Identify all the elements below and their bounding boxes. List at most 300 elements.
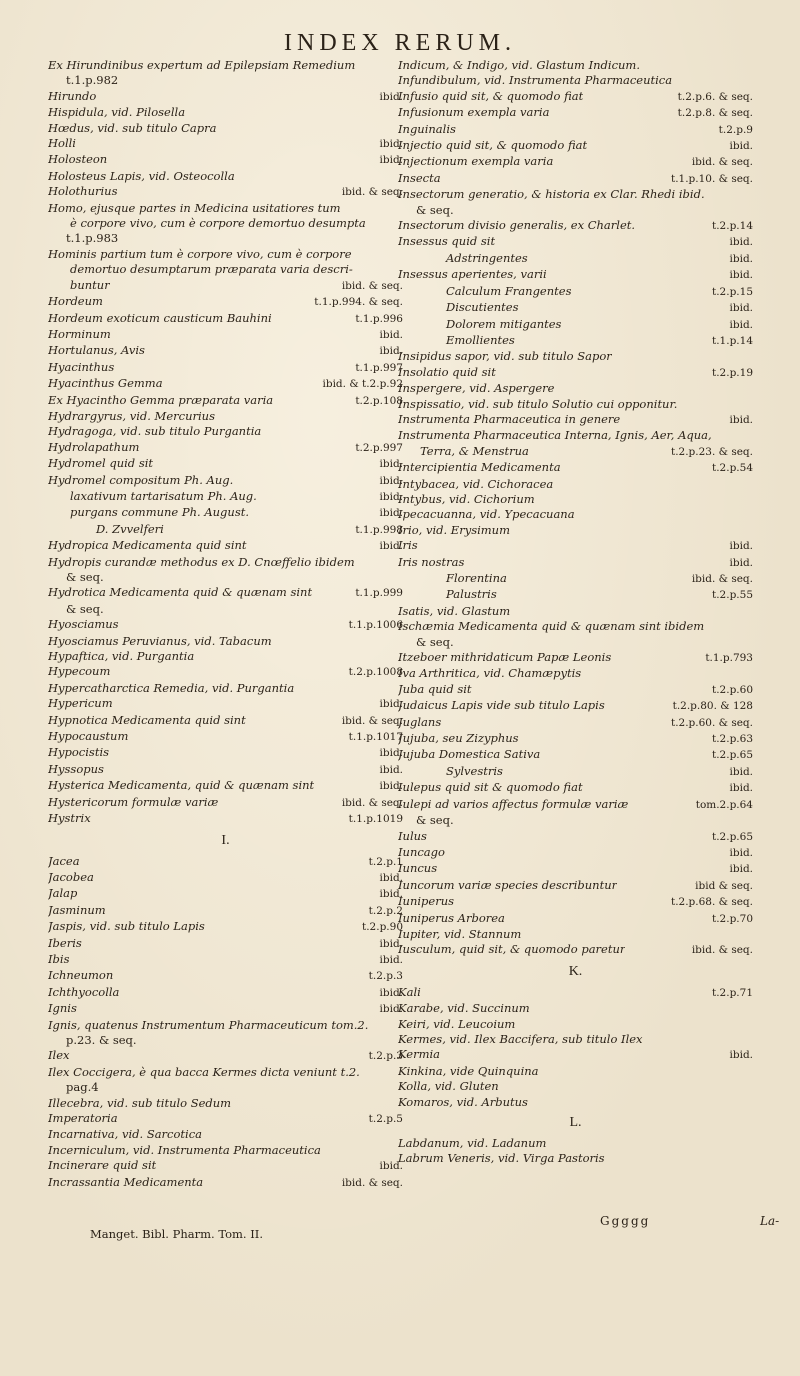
index-entry [398, 105, 753, 121]
entry-term: Indicum, & Indigo, vid. Glastum Indicum. [398, 58, 640, 72]
index-entry [398, 507, 753, 522]
index-entry [48, 121, 403, 136]
entry-reference: ibid. [379, 698, 403, 711]
entry-reference: ibid. [379, 90, 403, 103]
entry-term: Incrassantia Medicamenta [48, 1174, 204, 1189]
entry-term: Ichthyocolla [48, 984, 120, 999]
entry-term: Emollientes [446, 332, 515, 347]
entry-term: Instrumenta Pharmaceutica Interna, Ignis, Aer, Aqua, [398, 428, 712, 443]
entry-term: p.23. & seq. [66, 1032, 137, 1047]
entry-term: Florentina [446, 571, 507, 585]
index-entry [48, 713, 403, 729]
entry-reference: ibid. [379, 937, 403, 950]
index-entry [48, 585, 403, 601]
index-entry [48, 745, 403, 761]
index-entry [48, 1080, 403, 1095]
index-entry [48, 73, 403, 88]
entry-reference: ibid. [379, 154, 403, 167]
entry-term: Infundibulum, vid. Instrumenta Pharmaceutica [398, 73, 673, 88]
entry-reference: ibid. [729, 269, 753, 282]
entry-reference: ibid. [379, 986, 403, 999]
index-entry [398, 365, 753, 381]
entry-term: Instrumenta Pharmaceutica in genere [398, 411, 621, 426]
index-entry [48, 1033, 403, 1048]
entry-term: & seq. [66, 601, 104, 616]
entry-term: Discutientes [446, 300, 519, 315]
entry-term: & seq. [416, 634, 454, 649]
index-entry [48, 664, 403, 680]
index-entry [48, 617, 403, 633]
entry-term: Iulepi ad varios affectus formulæ variæ [398, 796, 629, 811]
entry-term: Hydrotica Medicamenta quid & quænam sint [48, 585, 313, 600]
entry-reference: t.1.p.996 [355, 312, 403, 325]
entry-reference: ibid. [379, 540, 403, 553]
index-entry [48, 903, 403, 919]
index-entry [398, 1017, 753, 1032]
entry-term: Calculum Frangentes [446, 283, 572, 298]
entry-reference: ibid. [379, 747, 403, 760]
entry-reference: t.2.p.108 [355, 394, 403, 407]
entry-term: Hispidula, vid. Pilosella [48, 105, 186, 120]
index-entry [48, 440, 403, 456]
index-entry [48, 778, 403, 794]
entry-term: Iuniperus [398, 894, 455, 909]
index-entry [48, 360, 403, 376]
entry-term: Hydromel compositum Ph. Aug. [48, 472, 234, 487]
entry-term: Irio, vid. Erysimum [398, 522, 510, 537]
entry-term: Hypocaustum [48, 729, 129, 744]
index-entry [48, 1127, 403, 1142]
index-entry [48, 649, 403, 664]
entry-reference: t.1.p.998 [355, 523, 403, 536]
entry-term: Kali [398, 984, 421, 999]
entry-reference: ibid. [729, 556, 753, 569]
index-entry [48, 409, 403, 424]
entry-term: Intybacea, vid. Cichoracea [398, 476, 554, 491]
entry-reference: t.2.p.60. & seq. [670, 716, 753, 729]
entry-reference: ibid. [379, 474, 403, 487]
entry-term: Iupiter, vid. Stannum [398, 926, 522, 941]
index-entry [398, 538, 753, 554]
index-entry [48, 729, 403, 745]
entry-reference: t.2.p.19 [712, 366, 753, 379]
catchword: La- [760, 1214, 780, 1228]
entry-term: Hypercatharctica Remedia, vid. Purgantia [48, 680, 295, 695]
entry-term: Horminum [48, 326, 111, 341]
index-entry [48, 985, 403, 1001]
entry-term: & seq. [66, 570, 104, 584]
footer-imprint: Manget. Bibl. Pharm. Tom. II. [90, 1227, 263, 1241]
index-entry [48, 1111, 403, 1127]
index-entry [398, 1151, 753, 1166]
signature-mark: Ggggg [600, 1214, 651, 1228]
index-entry [398, 381, 753, 396]
index-entry [398, 985, 753, 1001]
index-entry [48, 327, 403, 343]
entry-term: Ichneumon [48, 968, 114, 983]
entry-term: Iris [398, 538, 418, 553]
index-entry [398, 780, 753, 796]
index-entry [398, 397, 753, 412]
entry-reference: tom.2.p.64 [695, 798, 753, 811]
entry-reference: t.2.p.14 [712, 220, 753, 233]
entry-reference: t.2.p.55 [712, 589, 753, 602]
entry-term: Insolatio quid sit [398, 364, 496, 379]
index-entry [48, 854, 403, 870]
index-entry [398, 797, 753, 813]
entry-term: Inspissatio, vid. sub titulo Solutio cui opponitur. [398, 396, 678, 411]
entry-reference: t.2.p.2 [368, 904, 403, 917]
entry-reference: ibid. [379, 1003, 403, 1016]
entry-reference: t.2.p.997 [355, 441, 403, 454]
entry-term: Ignis [48, 1001, 77, 1016]
index-entry [398, 555, 753, 571]
index-entry [398, 604, 753, 619]
entry-term: Holothurius [48, 184, 118, 199]
entry-reference: t.2.p.1 [368, 855, 403, 868]
entry-reference: t.2.p.54 [712, 462, 753, 475]
entry-reference: t.2.p.63 [712, 733, 753, 746]
index-entry [398, 698, 753, 714]
index-entry [398, 171, 753, 187]
index-entry [48, 870, 403, 886]
index-entry [48, 184, 403, 200]
entry-reference: t.1.p.1017 [348, 731, 403, 744]
entry-term: Hydrolapathum [48, 439, 140, 454]
entry-reference: ibid. [379, 490, 403, 503]
entry-reference: ibid. [379, 345, 403, 358]
entry-term: Hystericorum formulæ variæ [48, 794, 219, 809]
entry-term: Infusionum exempla varia [398, 105, 550, 120]
entry-term: Iberis [48, 935, 82, 950]
entry-term: Iusculum, quid sit, & quomodo paretur [398, 942, 626, 957]
entry-reference: ibid. & seq. [691, 573, 753, 585]
entry-term: Iuncus [398, 861, 438, 876]
index-entry [48, 105, 403, 120]
index-entry [48, 247, 403, 262]
entry-reference: ibid. [729, 236, 753, 249]
entry-term: Inguinalis [398, 121, 456, 136]
entry-term: Ibis [48, 951, 70, 966]
entry-term: Hœdus, vid. sub titulo Capra [48, 120, 217, 135]
index-entry [48, 886, 403, 902]
index-entry [48, 89, 403, 105]
entry-reference: ibid. [379, 507, 403, 520]
entry-term: Ischæmia Medicamenta quid & quænam sint ibidem [398, 619, 705, 634]
index-entry [48, 1096, 403, 1111]
entry-reference: ibid. [729, 540, 753, 553]
index-entry [398, 428, 753, 443]
entry-term: Labdanum, vid. Ladanum [398, 1136, 547, 1150]
entry-term: Hydragoga, vid. sub titulo Purgantia [48, 424, 262, 439]
index-entry [398, 666, 753, 681]
entry-term: purgans commune Ph. August. [70, 505, 250, 520]
index-entry [398, 635, 753, 650]
index-entry [48, 136, 403, 152]
entry-term: Iuncorum variæ species describuntur [398, 877, 618, 892]
entry-term: buntur [70, 277, 110, 292]
entry-term: Jujuba, seu Zizyphus [398, 731, 519, 746]
index-entry [398, 218, 753, 234]
index-entry [48, 696, 403, 712]
entry-term: Itzeboer mithridaticum Papæ Leonis [398, 650, 612, 665]
index-entry [48, 376, 403, 392]
entry-term: Keiri, vid. Leucoium [398, 1016, 516, 1031]
index-entry [398, 861, 753, 877]
index-entry [48, 231, 403, 246]
entry-reference: ibid. [729, 413, 753, 426]
entry-term: Kolla, vid. Gluten [398, 1079, 499, 1094]
entry-term: Jacobea [48, 869, 94, 884]
index-entry [398, 894, 753, 910]
entry-term: Hominis partium tum è corpore vivo, cum è corpore [48, 246, 352, 261]
entry-reference: ibid. [379, 1160, 403, 1173]
index-entry [398, 927, 753, 942]
entry-reference: t.2.p.90 [362, 921, 403, 934]
entry-reference: ibid. [729, 863, 753, 876]
index-entry [398, 1095, 753, 1110]
entry-reference: t.1.p.10. & seq. [670, 172, 753, 185]
entry-term: Iva Arthritica, vid. Chamæpytis [398, 666, 582, 681]
entry-term: Insecta [398, 170, 441, 185]
entry-reference: ibid. [379, 138, 403, 151]
entry-reference: ibid. & seq. [341, 796, 403, 809]
entry-term: Homo, ejusque partes in Medicina usitatiores tum [48, 200, 341, 215]
entry-term: Dolorem mitigantes [446, 316, 562, 331]
entry-term: Hyosciamus [48, 617, 119, 632]
index-entry [398, 587, 753, 603]
entry-reference: ibid. [729, 765, 753, 778]
left-column [48, 58, 403, 1191]
entry-term: Juglans [398, 714, 442, 729]
entry-reference: t.1.p.997 [355, 361, 403, 374]
entry-reference: t.1.p.1006 [348, 619, 403, 632]
index-entry [398, 829, 753, 845]
entry-reference: t.1.p.1019 [348, 813, 403, 826]
entry-term: Terra, & Menstrua [420, 443, 529, 458]
index-entry [398, 731, 753, 747]
index-entry [398, 1136, 753, 1151]
entry-term: è corpore vivo, cum è corpore demortuo desumpta [70, 216, 366, 231]
index-entry [398, 73, 753, 88]
entry-term: Hydrargyrus, vid. Mercurius [48, 408, 215, 423]
index-entry [398, 138, 753, 154]
entry-reference: t.2.p.68. & seq. [670, 896, 753, 909]
entry-reference: ibid. [729, 302, 753, 315]
entry-term: Intybus, vid. Cichorium [398, 491, 535, 506]
entry-reference: ibid. [379, 328, 403, 341]
entry-term: Judaicus Lapis vide sub titulo Lapis [398, 698, 605, 713]
index-entry [48, 570, 403, 585]
entry-reference: ibid. [379, 953, 403, 966]
entry-term: Ex Hirundinibus expertum ad Epilepsiam Remedium [48, 58, 356, 72]
entry-term: Adstringentes [446, 250, 528, 265]
entry-term: Kinkina, vide Quinquina [398, 1063, 539, 1078]
entry-reference: ibid. [379, 871, 403, 884]
index-entry [48, 505, 403, 521]
entry-term: Isatis, vid. Glastum [398, 603, 511, 618]
entry-term: demortuo desumptarum præparata varia descri- [70, 262, 353, 277]
entry-term: Hysterica Medicamenta, quid & quænam sint [48, 778, 315, 793]
entry-reference: ibid. & seq. [341, 186, 403, 199]
index-entry [48, 681, 403, 696]
entry-reference: ibid. [729, 318, 753, 331]
index-entry [48, 393, 403, 409]
entry-reference: t.1.p.999 [355, 587, 403, 600]
entry-reference: ibid. & t.2.p.92 [322, 378, 403, 391]
index-entry [398, 58, 753, 73]
entry-reference: ibid. & seq. [341, 1176, 403, 1189]
entry-term: t.1.p.982 [66, 73, 119, 88]
index-entry [398, 122, 753, 138]
entry-term: Jalap [48, 886, 78, 901]
entry-term: Jasminum [48, 902, 106, 917]
entry-reference: t.2.p.60 [712, 683, 753, 696]
index-entry [398, 942, 753, 958]
index-entry [398, 1001, 753, 1016]
entry-reference: t.2.p.1008 [348, 666, 403, 679]
entry-term: Iulus [398, 828, 427, 843]
entry-term: & seq. [416, 813, 454, 828]
entry-term: Ilex [48, 1048, 70, 1063]
index-entry [398, 764, 753, 780]
entry-term: Incarnativa, vid. Sarcotica [48, 1127, 203, 1142]
entry-term: Hyacinthus Gemma [48, 376, 163, 391]
entry-reference: t.2.p.8. & seq. [677, 107, 753, 120]
entry-term: Hirundo [48, 88, 97, 103]
entry-term: Iuncago [398, 844, 445, 859]
index-entry [398, 412, 753, 428]
index-entry [48, 1048, 403, 1064]
entry-term: laxativum tartarisatum Ph. Aug. [70, 488, 257, 503]
page-title: INDEX RERUM. [284, 30, 516, 56]
entry-term: Jujuba Domestica Sativa [398, 747, 541, 762]
entry-reference: ibid. [729, 782, 753, 795]
entry-term: D. Zvvelferi [96, 521, 164, 536]
index-entry [398, 300, 753, 316]
entry-term: Hydropica Medicamenta quid sint [48, 538, 247, 553]
index-entry [48, 762, 403, 778]
entry-term: Iulepus quid sit & quomodo fiat [398, 780, 583, 795]
entry-term: Insectorum divisio generalis, ex Charlet. [398, 218, 636, 233]
entry-term: Komaros, vid. Arbutus [398, 1094, 528, 1109]
entry-reference: ibid. & seq. [341, 714, 403, 727]
entry-reference: ibid. [379, 458, 403, 471]
index-entry [48, 1065, 403, 1080]
entry-term: Injectio quid sit, & quomodo fiat [398, 138, 588, 153]
index-entry [48, 1018, 403, 1033]
entry-reference: t.2.p.3 [368, 1050, 403, 1063]
index-entry [48, 1143, 403, 1158]
index-entry [48, 311, 403, 327]
index-entry [398, 619, 753, 634]
entry-reference: t.1.p.793 [705, 652, 753, 665]
index-entry [48, 555, 403, 570]
index-entry [398, 1079, 753, 1094]
index-entry [398, 203, 753, 218]
entry-term: Hyacinthus [48, 359, 115, 374]
entry-term: Jaspis, vid. sub titulo Lapis [48, 919, 205, 934]
entry-reference: ibid. [729, 140, 753, 153]
entry-reference: ibid. & seq. [691, 944, 753, 957]
index-entry [48, 602, 403, 617]
entry-term: Jacea [48, 853, 80, 868]
entry-term: Imperatoria [48, 1111, 118, 1125]
entry-term: Karabe, vid. Succinum [398, 1001, 530, 1016]
index-entry [398, 333, 753, 349]
index-entry [398, 682, 753, 698]
index-entry [398, 1047, 753, 1063]
entry-reference: ibid. [379, 763, 403, 776]
index-entry [48, 58, 403, 73]
entry-term: Holosteus Lapis, vid. Osteocolla [48, 168, 235, 183]
entry-term: Injectionum exempla varia [398, 154, 554, 169]
index-entry [48, 489, 403, 505]
entry-term: & seq. [416, 202, 454, 217]
index-entry [48, 152, 403, 168]
index-entry [48, 294, 403, 310]
entry-reference: t.2.p.3 [368, 970, 403, 983]
entry-reference: t.2.p.15 [712, 285, 753, 298]
entry-term: Intercipientia Medicamenta [398, 460, 561, 475]
entry-reference: t.1.p.14 [712, 334, 753, 347]
entry-term: Hydropis curandæ methodus ex D. Cnœffelio ibidem [48, 554, 355, 569]
index-entry [398, 477, 753, 492]
index-entry [398, 251, 753, 267]
index-entry [398, 1032, 753, 1047]
entry-reference: ibid. & seq. [691, 156, 753, 169]
index-entry [48, 262, 403, 277]
entry-term: Ex Hyacintho Gemma præparata varia [48, 392, 274, 407]
index-entry [48, 278, 403, 294]
entry-reference: ibid. [729, 846, 753, 859]
index-entry [48, 952, 403, 968]
entry-reference: t.2.p.80. & 128 [672, 700, 753, 713]
entry-term: Illecebra, vid. sub titulo Sedum [48, 1095, 232, 1110]
entry-reference: t.2.p.9 [718, 123, 753, 136]
index-entry [398, 715, 753, 731]
entry-reference: ibid & seq. [695, 879, 753, 892]
entry-reference: ibid. [379, 888, 403, 901]
index-entry [48, 811, 403, 827]
entry-reference: t.2.p.65 [712, 830, 753, 843]
entry-term: Incinerare quid sit [48, 1158, 157, 1173]
section-letter: L. [569, 1115, 582, 1130]
entry-term: Kermes, vid. Ilex Baccifera, sub titulo Ilex [398, 1031, 643, 1046]
entry-term: Holli [48, 136, 76, 151]
index-entry [48, 1175, 403, 1191]
entry-reference: t.2.p.70 [712, 912, 753, 925]
entry-term: Hystrix [48, 811, 91, 826]
entry-term: Labrum Veneris, vid. Virga Pastoris [398, 1151, 605, 1166]
entry-reference: ibid. [729, 252, 753, 265]
entry-term: pag.4 [66, 1080, 99, 1095]
index-entry [48, 919, 403, 935]
index-entry [398, 444, 753, 460]
entry-reference: t.2.p.65 [712, 749, 753, 762]
entry-reference: ibid. [379, 780, 403, 793]
index-entry [48, 456, 403, 472]
index-entry [48, 968, 403, 984]
index-entry [48, 216, 403, 231]
entry-term: Hyssopus [48, 761, 104, 776]
entry-term: Incerniculum, vid. Instrumenta Pharmaceutica [48, 1142, 321, 1157]
index-entry [398, 747, 753, 763]
entry-term: Infusio quid sit, & quomodo fiat [398, 88, 584, 103]
section-letter: K. [568, 963, 583, 979]
index-entry [398, 187, 753, 202]
index-entry [48, 634, 403, 649]
